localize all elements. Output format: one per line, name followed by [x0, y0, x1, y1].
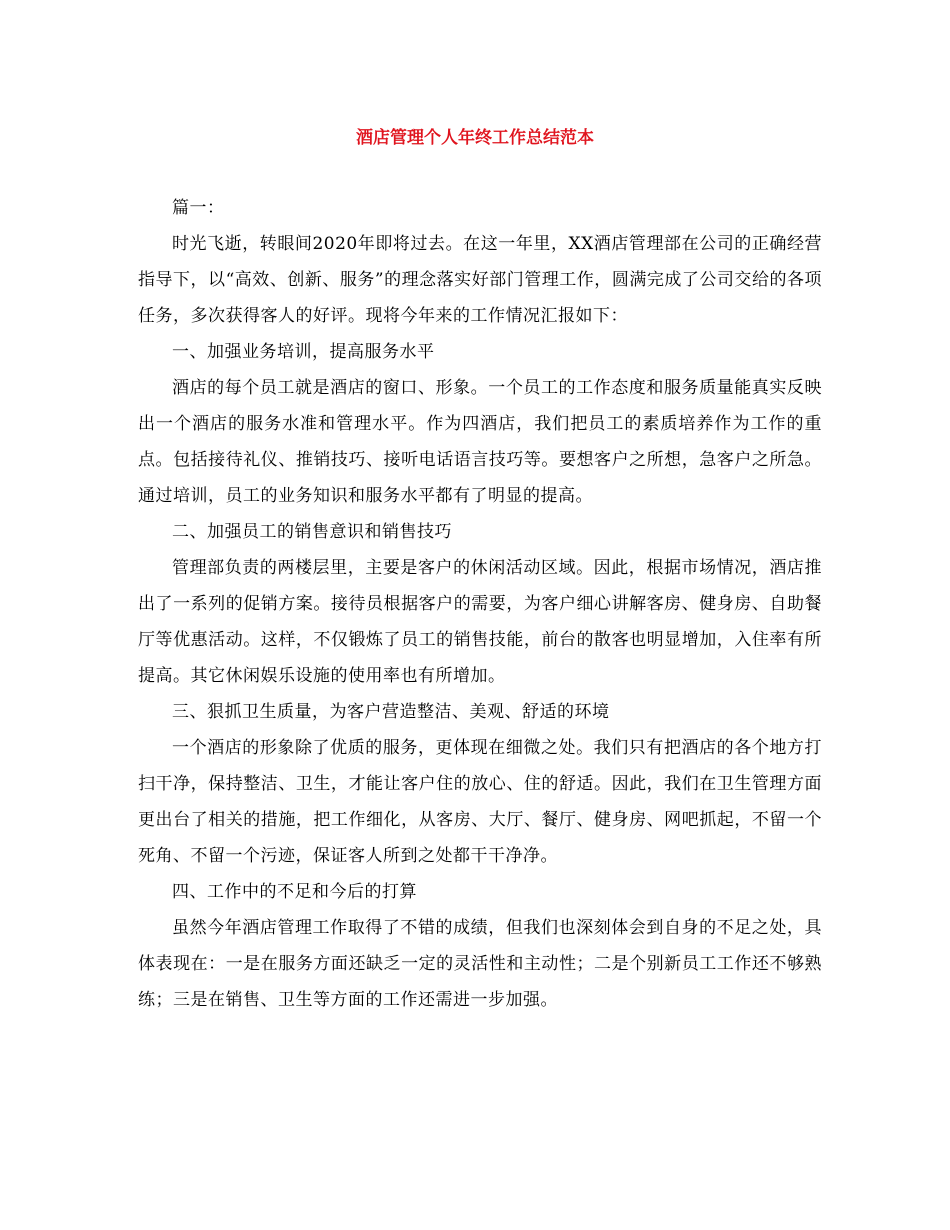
document-body — [138, 190, 822, 1018]
paragraph-1: 酒店的每个员工就是酒店的窗口、形象。一个员工的工作态度和服务质量能真实反映出一个酒店的服务水准和管理水平。作为四酒店，我们把员工的素质培养作为工作的重点。包括接待礼仪、推销技巧、接听电话语言技巧等。要想客户之所想，急客户之所急。通过培训，员工的业务知识和服务水平都有了明显的提高。 — [138, 378, 822, 506]
heading-2: 二、加强员工的销售意识和销售技巧 — [172, 522, 452, 542]
paragraph-3: 一个酒店的形象除了优质的服务，更体现在细微之处。我们只有把酒店的各个地方打扫干净，保持整洁、卫生，才能让客户住的放心、住的舒适。因此，我们在卫生管理方面更出台了相关的措施，把工作细化，从客房、大厅、餐厅、健身房、网吧抓起，不留一个死角、不留一个污迹，保证客人所到之处都干干净净。 — [138, 738, 822, 866]
paragraph-2: 管理部负责的两楼层里，主要是客户的休闲活动区域。因此，根据市场情况，酒店推出了一系列的促销方案。接待员根据客户的需要，为客户细心讲解客房、健身房、自助餐厅等优惠活动。这样，不仅锻炼了员工的销售技能，前台的散客也明显增加，入住率有所提高。其它休闲娱乐设施的使用率也有所增加。 — [138, 558, 822, 686]
document-title: 酒店管理个人年终工作总结范本 — [356, 128, 594, 148]
heading-4: 四、工作中的不足和今后的打算 — [172, 882, 417, 902]
heading-1: 一、加强业务培训，提高服务水平 — [172, 342, 435, 362]
heading-3: 三、狠抓卫生质量，为客户营造整洁、美观、舒适的环境 — [172, 702, 610, 722]
section-label: 篇一： — [172, 198, 225, 218]
paragraph-4: 虽然今年酒店管理工作取得了不错的成绩，但我们也深刻体会到自身的不足之处，具体表现在：一是在服务方面还缺乏一定的灵活性和主动性；二是个别新员工工作还不够熟练；三是在销售、卫生等方面的工作还需进一步加强。 — [138, 918, 822, 1010]
paragraph-intro: 时光飞逝，转眼间2020年即将过去。在这一年里，XX酒店管理部在公司的正确经营指导下，以“高效、创新、服务”的理念落实好部门管理工作，圆满完成了公司交给的各项任务，多次获得客人的好评。现将今年来的工作情况汇报如下： — [138, 234, 822, 326]
